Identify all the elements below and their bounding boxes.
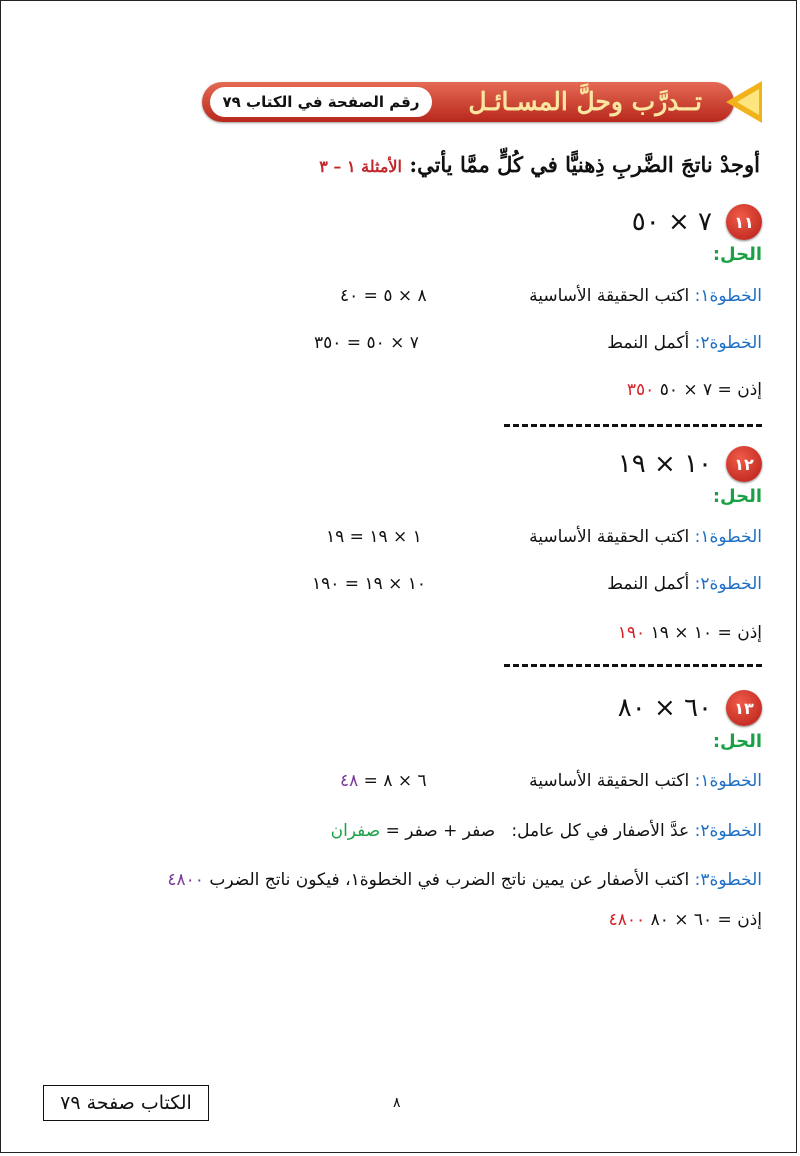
answer-expression: ٧ × ٥٠ =	[659, 380, 732, 400]
banner-arrow-inner-icon	[737, 89, 759, 115]
step-text: أكمل النمط	[607, 333, 690, 353]
step-line	[529, 527, 762, 547]
solution-label: الحل:	[712, 731, 762, 752]
answer-line	[627, 380, 762, 400]
solution-label: الحل:	[712, 244, 762, 265]
section-banner	[198, 76, 762, 126]
equation-value: ٤٨	[340, 771, 359, 791]
step-text: اكتب الحقيقة الأساسية	[529, 771, 690, 791]
step-line	[331, 821, 762, 841]
step-equation: ١٠ × ١٩ = ١٩٠	[312, 574, 427, 594]
problem-expression: ٧ × ٥٠	[631, 207, 712, 237]
step-line	[529, 771, 762, 791]
equation-value: صفران	[330, 821, 381, 841]
step-line	[529, 286, 762, 306]
equation-expr: ٦ × ٨ =	[363, 771, 427, 791]
step-label: الخطوة٢:	[694, 574, 762, 594]
step-label: الخطوة١:	[694, 771, 762, 791]
step-equation	[340, 771, 427, 791]
step-label: الخطوة٣:	[694, 870, 762, 890]
problem-expression: ٦٠ × ٨٠	[617, 693, 712, 723]
answer-expression: ٦٠ × ٨٠ =	[650, 910, 732, 930]
step-label: الخطوة١:	[694, 286, 762, 306]
step-text: اكتب الأصفار عن يمين ناتج الضرب في الخطوة١، فيكون ناتج الضرب	[209, 870, 690, 890]
book-reference-box: الكتاب صفحة ٧٩	[43, 1085, 209, 1121]
answer-prefix: إذن	[737, 623, 762, 643]
step-text: اكتب الحقيقة الأساسية	[529, 286, 690, 306]
step-line	[607, 574, 762, 594]
banner-page-ref: رقم الصفحة في الكتاب ٧٩	[210, 87, 432, 117]
answer-line	[609, 910, 762, 930]
problem-number-badge: ١٣	[726, 690, 762, 726]
equation-expr: صفر + صفر =	[385, 821, 496, 841]
step-line	[167, 870, 762, 890]
step-text: اكتب الحقيقة الأساسية	[529, 527, 690, 547]
step-label: الخطوة٢:	[694, 821, 762, 841]
answer-value: ٣٥٠	[626, 380, 655, 400]
answer-prefix: إذن	[737, 380, 762, 400]
answer-line	[618, 623, 762, 643]
page-number: ٨	[393, 1095, 401, 1111]
separator	[504, 664, 762, 667]
problem-expression: ١٠ × ١٩	[617, 449, 712, 479]
answer-expression: ١٠ × ١٩ =	[650, 623, 732, 643]
step-label: الخطوة١:	[694, 527, 762, 547]
problem-12-header	[618, 444, 762, 484]
problem-13-header	[618, 688, 762, 728]
step-line	[607, 333, 762, 353]
step-text: أكمل النمط	[607, 574, 690, 594]
problem-11-header	[632, 202, 762, 242]
problem-number-badge: ١٢	[726, 446, 762, 482]
answer-prefix: إذن	[737, 910, 762, 930]
step-text: عدَّ الأصفار في كل عامل:	[511, 821, 690, 841]
instruction-ref: الأمثلة ١ – ٣	[319, 157, 402, 176]
problem-number-badge: ١١	[726, 204, 762, 240]
step-equation: ١ × ١٩ = ١٩	[326, 527, 422, 547]
solution-label: الحل:	[712, 486, 762, 507]
answer-value: ٤٨٠٠	[608, 910, 646, 930]
banner-title: تــدرَّب وحلَّ المسـائـل	[468, 87, 702, 116]
equation-value: ٤٨٠٠	[167, 870, 204, 890]
step-equation: ٨ × ٥ = ٤٠	[340, 286, 427, 306]
step-label: الخطوة٢:	[694, 333, 762, 353]
instruction	[319, 152, 760, 177]
step-equation: ٧ × ٥٠ = ٣٥٠	[314, 333, 419, 353]
answer-value: ١٩٠	[617, 623, 646, 643]
separator	[504, 424, 762, 427]
instruction-text: أوجدْ ناتجَ الضَّربِ ذِهنيًّا في كُلٍّ ممَّا يأتي:	[409, 152, 760, 177]
